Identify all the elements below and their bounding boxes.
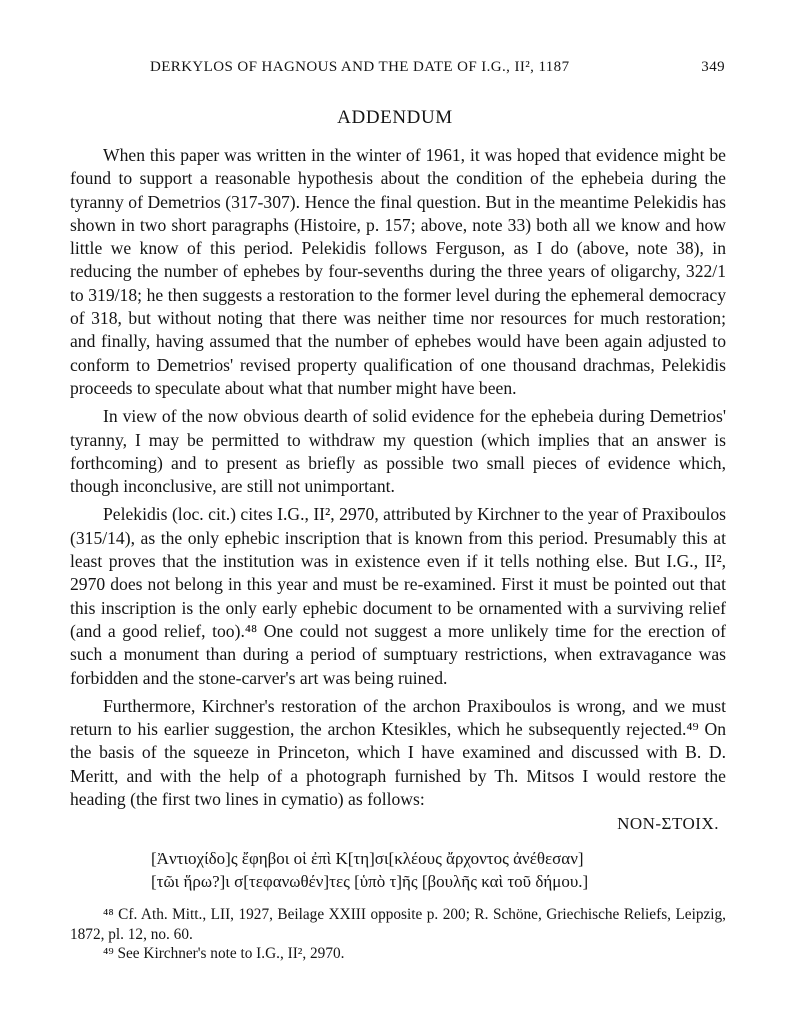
paragraph: Pelekidis (loc. cit.) cites I.G., II², 2970, attributed by Kirchner to the year of Praxiboulos (315/14), as the only ephebic inscription that is known from this period. Presumably this at least proves that the institution was in existence even if it tells nothing else. But I.G., II², 2970 does not belong in this year and must be re-examined. First it must be pointed out that this inscription is the only early ephebic document to be ornamented with a surviving relief (and a good relief, too).⁴⁸ One could not suggest a more unlikely time for the erection of such a monument than during a period of sumptuary restrictions, when extravagance was forbidden and the stone-carver's art was being ruined.: [70, 504, 726, 688]
body-text: [70, 144, 726, 811]
section-title: ADDENDUM: [337, 107, 453, 128]
footnote-48: ⁴⁸ Cf. Ath. Mitt., LII, 1927, Beilage XXIII opposite p. 200; R. Schöne, Griechische Reliefs, Leipzig, 1872, pl. 12, no. 60.: [70, 906, 726, 943]
footnotes: [70, 905, 726, 964]
inscription-line: [Ἀντιοχίδο]ς ἔφηβοι οἱ ἐπὶ Κ[τη]σι[κλέους ἄρχοντος ἀνέθεσαν]: [151, 848, 584, 868]
inscription-line: [τῶι ἥρω?]ι σ[τεφανωθέν]τες [ὑπὸ τ]ῆς [βουλῆς καὶ τοῦ δήμου.]: [151, 872, 589, 891]
inscription-block: [70, 812, 726, 894]
page-number: 349: [701, 59, 725, 75]
footnote-49: ⁴⁹ See Kirchner's note to I.G., II², 2970.: [103, 945, 345, 962]
inscription-label: NON-ΣΤΟΙΧ.: [617, 814, 719, 833]
paragraph: When this paper was written in the winter of 1961, it was hoped that evidence might be found to support a reasonable hypothesis about the condition of the ephebeia during the tyranny of Demetrios (317-307). Hence the final question. But in the meantime Pelekidis has shown in two short paragraphs (Histoire, p. 157; above, note 33) both all we know and how little we know of this period. Pelekidis follows Ferguson, as I do (above, note 38), in reducing the number of ephebes by four-sevenths during the three years of oligarchy, 322/1 to 319/18; he then suggests a restoration to the former level during the ephemeral democracy of 318, but without noting that there was neither time nor resources for much restoration; and finally, having assumed that the number of ephebes would have been again adjusted to conform to Demetrios' revised property qualification of one thousand drachmas, Pelekidis proceeds to speculate about what that number might have been.: [70, 145, 726, 398]
running-title: DERKYLOS OF HAGNOUS AND THE DATE OF I.G., II², 1187: [150, 59, 570, 75]
paragraph: In view of the now obvious dearth of solid evidence for the ephebeia during Demetrios' tyranny, I may be permitted to withdraw my question (which implies that an answer is forthcoming) and to present as briefly as possible two small pieces of evidence which, though inconclusive, are still not unimportant.: [70, 406, 726, 497]
paragraph: Furthermore, Kirchner's restoration of the archon Praxiboulos is wrong, and we must return to his earlier suggestion, the archon Ktesikles, which he subsequently rejected.⁴⁹ On the basis of the squeeze in Princeton, which I have examined and discussed with B. D. Meritt, and with the help of a photograph furnished by Th. Mitsos I would restore the heading (the first two lines in cymatio) as follows:: [70, 695, 726, 810]
running-header: [150, 59, 725, 76]
